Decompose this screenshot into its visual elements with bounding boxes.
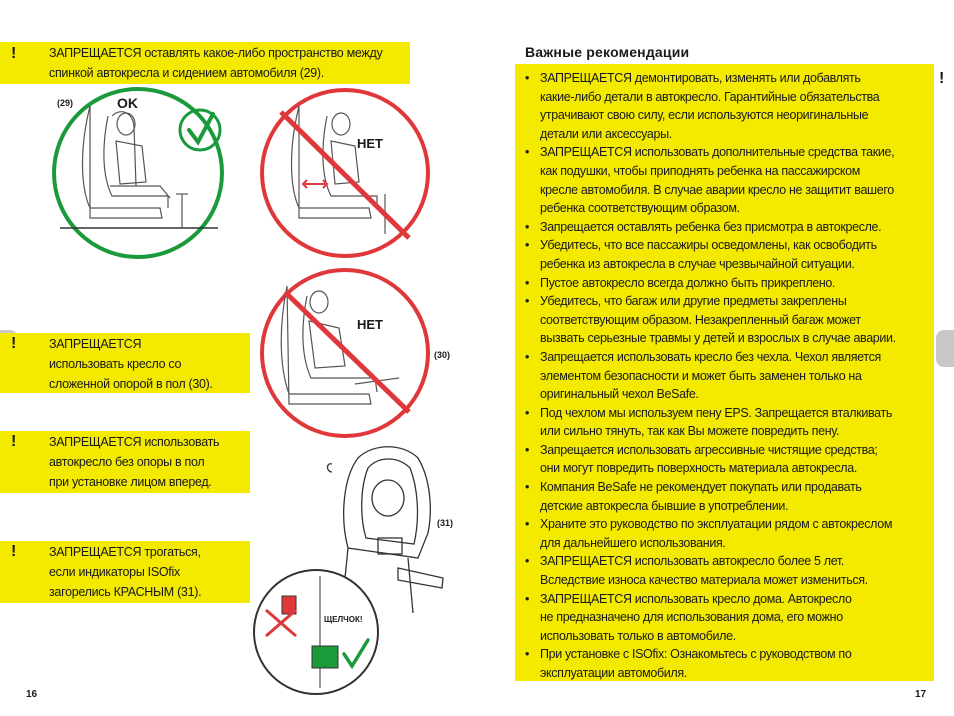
warning-line: использовать кресло со	[49, 357, 182, 371]
recommendation-line: • Храните это руководство по эксплуатации рядом с автокреслом	[540, 517, 893, 532]
recommendation-line: • Запрещается использовать кресло без чехла. Чехол является	[540, 349, 881, 364]
recommendation-line: Вследствие износа качество материала может измениться.	[540, 573, 868, 588]
recommendation-line: какие-либо детали в автокресло. Гарантийные обязательства	[540, 89, 880, 104]
recommendation-item	[524, 236, 924, 273]
no-label: НЕТ	[357, 136, 383, 151]
warning-support-folded-box	[0, 333, 250, 393]
warning-line: загорелись КРАСНЫМ (31).	[49, 585, 202, 599]
figure-31-label: (31)	[437, 518, 454, 528]
recommendation-line: • Запрещается оставлять ребенка без присмотра в автокресле.	[540, 219, 882, 234]
recommendation-line: детали или аксессуары.	[540, 126, 672, 141]
recommendation-line: или сильно тянуть, так как Вы можете повредить пену.	[540, 424, 840, 439]
ok-label: OK	[117, 95, 138, 111]
recommendation-item	[524, 515, 924, 552]
recommendation-line: детские автокресла бывшие в употреблении.	[540, 498, 789, 513]
recommendation-item	[524, 292, 924, 348]
recommendation-line: не предназначено для использования дома, его можно	[540, 610, 843, 625]
warning-line: сложенной опорой в пол (30).	[49, 377, 213, 391]
recommendation-line: • Убедитесь, что все пассажиры осведомлены, как освободить	[540, 238, 877, 253]
warning-line: ЗАПРЕЩАЕТСЯ	[49, 337, 142, 351]
recommendation-line: утрачивают свою силу, если используются неоригинальные	[540, 108, 869, 123]
recommendation-item	[524, 590, 924, 646]
page-number-left: 16	[26, 689, 38, 700]
recommendation-line: эксплуатации автомобиля.	[540, 666, 687, 680]
figure-29-ok-illustration	[50, 86, 255, 260]
warning-line: при установке лицом вперед.	[49, 475, 212, 489]
recommendation-line: соответствующим образом. Незакрепленный багаж может	[540, 312, 861, 327]
figure-29-no-illustration	[259, 86, 431, 260]
figure-30-no-illustration	[259, 266, 431, 440]
isofix-indicator-illustration	[250, 568, 400, 696]
recommendation-item	[524, 478, 924, 515]
recommendation-line: кресле автомобиля. В случае аварии кресло не защитит вашего	[540, 182, 894, 197]
recommendation-line: использовать только в автомобиле.	[540, 628, 736, 643]
recommendation-line: ребенка соответствующим образом.	[540, 201, 740, 216]
recommendation-line: как подушки, чтобы приподнять ребенка на пассажирском	[540, 163, 861, 178]
recommendation-item	[524, 348, 924, 404]
recommendation-item	[524, 645, 924, 682]
recommendations-title: Важные рекомендации	[525, 44, 690, 60]
side-tab-right	[936, 330, 954, 367]
warning-mark: !	[11, 433, 17, 450]
warning-line: автокресло без опоры в пол	[49, 455, 205, 469]
click-label: ЩЕЛЧОК!	[324, 615, 363, 624]
recommendation-line: • ЗАПРЕЩАЕТСЯ демонтировать, изменять или добавлять	[540, 71, 861, 85]
recommendation-item	[524, 143, 924, 217]
recommendation-line: для дальнейшего использования.	[540, 535, 726, 550]
recommendation-item	[524, 274, 924, 293]
no-label: НЕТ	[357, 317, 383, 332]
warning-line: ЗАПРЕЩАЕТСЯ использовать	[49, 435, 220, 449]
warning-no-support-box	[0, 431, 250, 493]
warning-line: спинкой автокресла и сидением автомобиля (29).	[49, 66, 324, 80]
recommendation-line: • Пустое автокресло всегда должно быть прикреплено.	[540, 275, 836, 290]
recommendation-item	[524, 218, 924, 237]
warning-mark: !	[11, 543, 17, 560]
warning-mark: !	[11, 45, 17, 62]
recommendation-line: • Убедитесь, что багаж или другие предметы закреплены	[540, 294, 847, 309]
figure-29-label: (29)	[57, 98, 74, 108]
recommendation-item	[524, 441, 924, 478]
recommendation-line: • ЗАПРЕЩАЕТСЯ использовать кресло дома. Автокресло	[540, 591, 852, 606]
recommendation-line: • Под чехлом мы используем пену EPS. Запрещается вталкивать	[540, 405, 893, 420]
warning-mark: !	[11, 335, 17, 352]
recommendation-line: • Компания BeSafe не рекомендует покупать или продавать	[540, 480, 862, 495]
warning-line: ЗАПРЕЩАЕТСЯ оставлять какое-либо пространство между	[49, 46, 383, 60]
warning-line: если индикаторы ISOfix	[49, 565, 180, 579]
warning-gap-box	[0, 42, 410, 84]
page-number-right: 17	[915, 689, 927, 700]
recommendation-line: элементом безопасности и может быть заменен только на	[540, 368, 862, 383]
green-indicator-icon	[312, 646, 338, 668]
warning-mark: !	[939, 70, 945, 87]
recommendation-line: • При установке с ISOfix: Ознакомьтесь с руководством по	[540, 647, 852, 662]
recommendation-item	[524, 552, 924, 589]
figure-30-label: (30)	[434, 350, 451, 360]
recommendations-box	[515, 64, 945, 681]
recommendation-line: они могут повредить поверхность материала автокресла.	[540, 461, 857, 476]
recommendation-item	[524, 69, 924, 143]
warning-line: ЗАПРЕЩАЕТСЯ трогаться,	[49, 545, 201, 559]
warning-isofix-red-box	[0, 541, 250, 603]
recommendation-line: • Запрещается использовать агрессивные чистящие средства;	[540, 442, 878, 457]
recommendation-item	[524, 404, 924, 441]
recommendation-line: • ЗАПРЕЩАЕТСЯ использовать дополнительные средства такие,	[540, 145, 895, 160]
recommendation-line: вызвать серьезные травмы у детей и взрослых в случае аварии.	[540, 331, 896, 346]
recommendations-list	[524, 69, 924, 683]
recommendation-line: • ЗАПРЕЩАЕТСЯ использовать автокресло более 5 лет.	[540, 554, 844, 569]
recommendation-line: оригинальный чехол BeSafe.	[540, 387, 699, 402]
recommendation-line: ребенка из автокресла в случае чрезвычайной ситуации.	[540, 256, 855, 271]
